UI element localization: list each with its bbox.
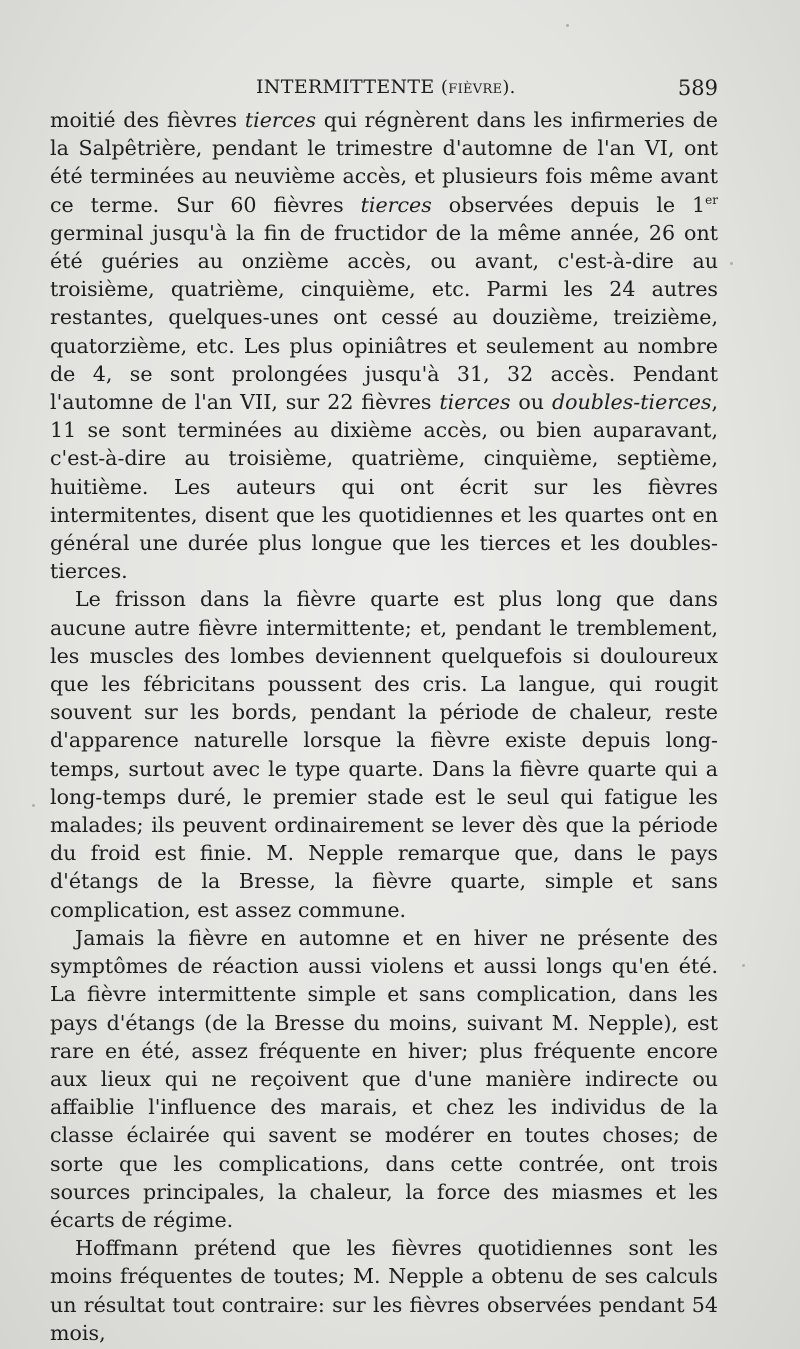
- superscript: er: [705, 192, 718, 207]
- paragraph: [50, 106, 718, 585]
- paper-speck: [742, 964, 745, 967]
- paragraph: [50, 1234, 718, 1347]
- body-text: [50, 106, 718, 1347]
- running-title-paren: (fièvre).: [440, 77, 516, 98]
- text-run: ou: [510, 390, 552, 415]
- text-run: germinal jusqu'à la fin de fructidor de la même année, 26 ont été guéries au onzième accès, ou avant, c'est-à-dire au troisième, quatrième, cinquième, etc. Parmi les 24 autres restantes, quelques-unes ont cessé au douzième, treizième, quatorzième, etc. Les plus opiniâtres et seulement au nombre de 4, se sont prolongées jusqu'à 31, 32 accès. Pendant l'automne de l'an VII, sur 22 fièvres: [50, 220, 718, 415]
- page-number: 589: [677, 76, 718, 100]
- paragraph: [50, 585, 718, 923]
- running-title-main: INTERMITTENTE: [256, 76, 435, 98]
- running-title: [256, 76, 516, 98]
- paper-speck: [730, 262, 733, 265]
- text-run: Le frisson dans la fièvre quarte est plus long que dans aucune autre fièvre intermittente; et, pendant le tremblement, les muscles des lombes deviennent quelquefois si douloureux que les fébricitans poussent des cris. La langue, qui rougit souvent sur les bords, pendant la période de chaleur, reste d'apparence naturelle lorsque la fièvre existe depuis long-temps, surtout avec le type quarte. Dans la fièvre quarte qui a long-temps duré, le premier stade est le seul qui fatigue les malades; ils peuvent ordinairement se lever dès que la période du froid est finie. M. Nepple remarque que, dans le pays d'étangs de la Bresse, la fièvre quarte, simple et sans complication, est assez commune.: [50, 587, 718, 922]
- italic-term: tierces: [360, 192, 432, 217]
- text-run: moitié des fièvres: [50, 108, 245, 132]
- text-run: Jamais la fièvre en automne et en hiver ne présente des symptômes de réaction aussi violens et aussi longs qu'en été. La fièvre intermittente simple et sans complication, dans les pays d'étangs (de la Bresse du moins, suivant M. Nepple), est rare en été, assez fréquente en hiver; plus fréquente encore aux lieux qui ne reçoivent que d'une manière indirecte ou affaiblie l'influence des marais, et chez les individus de la classe éclairée qui savent se modérer en toutes choses; de sorte que les complications, dans cette contrée, ont trois sources principales, la chaleur, la force des miasmes et les écarts de régime.: [50, 925, 718, 1232]
- italic-term: tierces: [244, 108, 317, 132]
- paragraph: [50, 924, 718, 1234]
- italic-term: doubles-tierces: [551, 390, 712, 415]
- text-run: , 11 se sont terminées au dixième accès, ou bien auparavant, c'est-à-dire au troisième, quatrième, cinquième, septième, huitième. Les auteurs qui ont écrit sur les fièvres intermitentes, disent que les quotidiennes et les quartes ont en général une durée plus longue que les tierces et les doubles-tierces.: [50, 390, 718, 584]
- text-run: Hoffmann prétend que les fièvres quotidiennes sont les moins fréquentes de toutes; M. Nepple a obtenu de ses calculs un résultat tout contraire: sur les fièvres observées pendant 54 mois,: [50, 1236, 718, 1345]
- italic-term: tierces: [439, 390, 511, 415]
- paper-speck: [566, 24, 569, 27]
- text-run: qui régnèrent dans les infirmeries de la Salpêtrière, pendant le trimestre d'automne de l'an VI, ont été terminées au neuvième accès, et plusieurs fois même avant ce terme. Sur 60 fièvres: [50, 108, 718, 217]
- paper-speck: [32, 804, 35, 807]
- text-run: observées depuis le 1: [431, 192, 706, 217]
- running-head: [50, 72, 718, 102]
